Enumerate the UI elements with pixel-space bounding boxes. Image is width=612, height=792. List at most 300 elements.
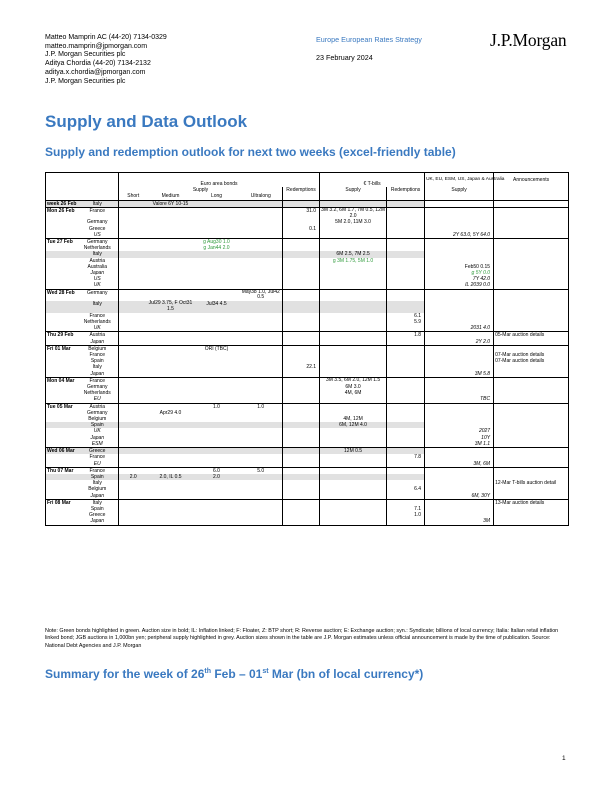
cell-country: Germany — [77, 239, 119, 246]
cell-date: Mon 26 Feb — [46, 207, 77, 219]
cell-tb-red — [387, 207, 425, 219]
author-block — [45, 34, 167, 86]
cell-short — [119, 282, 148, 289]
cell-red — [283, 403, 320, 410]
cell-red — [283, 371, 320, 378]
cell-tb-red — [387, 325, 425, 332]
author1-line: Matteo Mamprin AC (44-20) 7134-0329 — [45, 34, 167, 41]
cell-country: France — [89, 312, 106, 319]
cell-country: France — [89, 454, 106, 461]
cell-tb-red — [387, 467, 425, 474]
cell-country: Germany — [86, 219, 108, 226]
cell-long — [194, 396, 240, 403]
cell-tb-supply — [320, 403, 387, 410]
report-date: 23 February 2024 — [316, 53, 373, 62]
cell-long: g Jan44 2.0 — [203, 245, 230, 252]
cell-ultralong — [240, 239, 283, 246]
cell-ukeu: Feb50 0.15 — [425, 264, 494, 270]
table-row — [46, 448, 569, 455]
cell-ukeu — [425, 301, 494, 313]
cell-tb-supply: 12M 0.5 — [320, 448, 387, 455]
table-row — [46, 377, 569, 384]
table-row — [46, 325, 569, 332]
cell-country: Japan — [90, 492, 105, 499]
summary-suffix: Mar (bn of local currency*) — [268, 667, 424, 681]
cell-tb-supply: g 3M 1.75, 5M 1.0 — [320, 258, 387, 264]
cell-ukeu — [425, 289, 494, 301]
cell-long — [194, 200, 240, 207]
cell-country: Netherlands — [83, 319, 111, 326]
cell-country: Japan — [77, 518, 119, 525]
cell-short — [119, 493, 148, 500]
cell-ann — [494, 493, 569, 500]
cell-ann — [494, 207, 569, 219]
page-title: Supply and Data Outlook — [45, 112, 248, 131]
cell-date — [46, 325, 77, 332]
cell-ann — [494, 518, 569, 525]
cell-date — [46, 461, 77, 468]
cell-long — [194, 518, 240, 525]
cell-country: Austria — [89, 257, 106, 264]
cell-tb-supply: 5M 2.0, 11M 3.0 — [320, 219, 387, 225]
cell-country: Germany — [86, 384, 108, 391]
cell-medium — [148, 396, 194, 403]
cell-country: EU — [93, 460, 101, 467]
cell-country: Austria — [77, 332, 119, 339]
cell-date: Fri 01 Mar — [46, 345, 77, 352]
cell-ukeu — [425, 239, 494, 246]
cell-ukeu — [425, 332, 494, 339]
cell-country: US — [93, 231, 101, 238]
summary-mid: Feb – 01 — [211, 667, 263, 681]
cell-date — [46, 493, 77, 500]
cell-ann: 07-Mar auction details — [494, 352, 569, 358]
header-euro-area: Euro area bonds — [119, 173, 320, 188]
cell-red — [283, 461, 320, 468]
cell-ukeu: 2031 4.0 — [425, 325, 494, 332]
cell-country: Greece — [89, 225, 106, 232]
cell-short — [119, 499, 148, 506]
cell-red — [283, 377, 320, 384]
cell-ultralong: 1.0 — [240, 403, 283, 410]
cell-tb-red — [387, 518, 425, 525]
cell-country: Japan — [90, 370, 105, 377]
cell-ann: 13-Mar auction details — [494, 499, 569, 506]
cell-tb-red — [387, 200, 425, 207]
cell-ukeu: TBC — [425, 396, 494, 403]
cell-medium — [148, 232, 194, 239]
cell-country: US — [93, 276, 101, 283]
summary-sup2: st — [262, 668, 269, 675]
cell-short — [119, 396, 148, 403]
cell-tb-red — [387, 461, 425, 468]
cell-medium — [148, 461, 194, 468]
cell-long — [194, 332, 240, 339]
cell-medium — [148, 499, 194, 506]
cell-long — [194, 448, 240, 455]
cell-date: Thu 29 Feb — [46, 332, 77, 339]
cell-red — [283, 289, 320, 301]
cell-tb-supply — [320, 289, 387, 301]
cell-tb-supply — [320, 518, 387, 525]
cell-long — [194, 371, 240, 378]
cell-country: Japan — [90, 270, 105, 277]
cell-red — [283, 441, 320, 448]
cell-medium — [148, 448, 194, 455]
cell-country: Belgium — [77, 345, 119, 352]
summary-prefix: Summary for the week of 26 — [45, 667, 205, 681]
cell-tb-red: 6.1 — [387, 313, 425, 319]
cell-ukeu — [425, 200, 494, 207]
cell-country: Austria — [77, 403, 119, 410]
cell-tb-supply — [320, 332, 387, 339]
header-short: Short — [119, 193, 148, 200]
cell-short — [119, 371, 148, 378]
cell-country: France — [77, 207, 119, 219]
cell-ultralong — [240, 339, 283, 346]
cell-date — [46, 441, 77, 448]
cell-tb-red — [387, 499, 425, 506]
cell-ann — [494, 301, 569, 313]
cell-ultralong — [240, 301, 283, 313]
cell-country: UK — [93, 325, 101, 332]
cell-ultralong — [240, 200, 283, 207]
cell-short — [119, 332, 148, 339]
cell-ultralong: 5.0 — [240, 467, 283, 474]
cell-date — [46, 396, 77, 403]
cell-date: Thu 07 Mar — [46, 467, 77, 474]
cell-tb-supply — [320, 339, 387, 346]
cell-medium — [148, 339, 194, 346]
cell-medium — [148, 377, 194, 384]
table-row — [46, 207, 569, 219]
cell-date: Fri 08 Mar — [46, 499, 77, 506]
cell-country: Greece — [77, 448, 119, 455]
cell-country: Italy — [92, 364, 102, 371]
cell-long — [194, 207, 240, 219]
cell-red — [283, 448, 320, 455]
cell-short — [119, 467, 148, 474]
cell-long — [194, 325, 240, 332]
cell-tb-supply: 4M, 6M — [320, 390, 387, 396]
cell-tb-red — [387, 339, 425, 346]
cell-long — [194, 461, 240, 468]
cell-ultralong — [240, 377, 283, 384]
cell-date: Wed 28 Feb — [46, 289, 77, 301]
cell-medium — [148, 325, 194, 332]
table-row — [46, 332, 569, 339]
cell-long: 6.0 — [194, 467, 240, 474]
cell-country: France — [77, 377, 119, 384]
cell-ukeu: 2027 — [425, 428, 494, 434]
header-long: Long — [194, 193, 240, 200]
cell-tb-red — [387, 289, 425, 301]
header-tbills-redemptions: Redemptions — [387, 187, 425, 193]
supply-table-body — [46, 200, 569, 525]
cell-short — [119, 289, 148, 301]
cell-country: Netherlands — [83, 390, 111, 397]
cell-ukeu — [425, 345, 494, 352]
cell-tb-supply — [320, 467, 387, 474]
cell-date: Wed 06 Mar — [47, 448, 75, 455]
cell-ukeu: 6M, 30Y — [425, 493, 494, 500]
cell-date — [46, 371, 77, 378]
cell-country: Spain — [90, 358, 104, 365]
cell-red — [283, 301, 320, 313]
cell-tb-supply — [320, 396, 387, 403]
table-row — [46, 467, 569, 474]
cell-long — [194, 339, 240, 346]
cell-tb-supply — [320, 345, 387, 352]
cell-ann — [494, 345, 569, 352]
cell-date: Mon 04 Mar — [47, 377, 75, 384]
cell-ultralong — [240, 345, 283, 352]
cell-medium: 2.0, IL 0.5 — [148, 474, 194, 480]
table-row — [46, 403, 569, 410]
cell-tb-red: 6.4 — [387, 486, 425, 492]
cell-country: Spain — [77, 474, 119, 480]
cell-ann: 05-Mar auction details — [494, 332, 569, 339]
cell-tb-red — [387, 232, 425, 239]
cell-ukeu: 2Y 2.0 — [425, 339, 494, 346]
table-row — [46, 441, 569, 448]
header-announcements: Announcements — [494, 173, 569, 188]
cell-medium — [148, 403, 194, 410]
cell-ultralong: May38 1.0, Jul42 0.5 — [240, 289, 283, 301]
cell-country: UK — [93, 282, 101, 289]
cell-tb-supply: 6M 3.0 — [320, 384, 387, 390]
cell-date — [46, 518, 77, 525]
cell-country: Greece — [89, 512, 106, 519]
cell-tb-supply — [320, 441, 387, 448]
cell-short — [119, 403, 148, 410]
cell-short — [119, 200, 148, 207]
cell-date — [46, 339, 77, 346]
cell-medium — [148, 345, 194, 352]
cell-tb-supply — [320, 461, 387, 468]
cell-tb-red — [387, 301, 425, 313]
cell-medium — [148, 441, 194, 448]
cell-red — [283, 493, 320, 500]
header-euro-tbills: € T-bills — [320, 173, 425, 188]
cell-ultralong — [240, 325, 283, 332]
table-row — [46, 289, 569, 301]
cell-medium — [148, 467, 194, 474]
table-footnote: Note: Green bonds highlighted in green. Auction size in bold; IL: Inflation linked; F: Floater, Z: BTP short; R: Reverse auction; E: Exchange auction; syn.: Syndicate; billions of local currency; Italia: Italian retail inflation linked bond; JGB auctions in 1,000bn yen; peripheral supply highlighted in grey. Auction sizes shown in the table are J.P. Morgan estimates unless official announcement is made by the time of publication. Source: National Debt Agencies and J.P. Morgan — [45, 628, 559, 649]
section-subtitle: Supply and redemption outlook for next two weeks (excel-friendly table) — [45, 145, 456, 159]
cell-ukeu: 10Y — [425, 435, 494, 441]
cell-ann — [494, 282, 569, 289]
cell-country: Spain — [77, 422, 119, 428]
cell-tb-red: 7.8 — [387, 454, 425, 460]
cell-tb-red — [387, 345, 425, 352]
cell-red — [283, 396, 320, 403]
cell-tb-red: 5.9 — [387, 319, 425, 325]
cell-short: 2.0 — [119, 474, 148, 480]
cell-long — [194, 377, 240, 384]
cell-ultralong — [240, 461, 283, 468]
cell-red — [283, 518, 320, 525]
cell-long — [194, 232, 240, 239]
cell-country: ESM — [91, 440, 103, 447]
cell-long — [194, 499, 240, 506]
header-bonds-redemptions: Redemptions — [283, 187, 320, 193]
cell-ultralong — [240, 396, 283, 403]
cell-ann — [494, 461, 569, 468]
cell-long — [194, 441, 240, 448]
cell-ukeu: 3M, 6M — [425, 461, 494, 468]
jpmorgan-logo: J.P.Morgan — [490, 30, 567, 50]
cell-medium — [148, 282, 194, 289]
header-uk-group: UK, EU, ESM, US, Japan & Australia — [425, 173, 494, 188]
cell-red — [283, 200, 320, 207]
cell-country: Belgium — [88, 486, 107, 493]
table-row — [46, 499, 569, 506]
cell-red — [283, 345, 320, 352]
cell-ann — [494, 448, 569, 455]
cell-country: Italy — [77, 251, 119, 257]
cell-ultralong — [240, 499, 283, 506]
cell-tb-supply — [320, 239, 387, 246]
cell-tb-red — [387, 396, 425, 403]
cell-ukeu: IL 2039 0.0 — [425, 282, 494, 289]
cell-tb-red — [387, 493, 425, 500]
table-row — [46, 345, 569, 352]
cell-red: 31.0 — [283, 207, 320, 219]
table-row — [46, 371, 569, 378]
cell-tb-red — [387, 403, 425, 410]
cell-medium: Jul29 3.75, F Oct31 1.5 — [148, 300, 193, 313]
cell-tb-red — [387, 441, 425, 448]
table-row — [46, 339, 569, 346]
page-number: 1 — [562, 755, 566, 762]
strategy-label: Europe European Rates Strategy — [316, 35, 422, 44]
cell-country: Belgium — [88, 416, 107, 423]
cell-ultralong — [240, 371, 283, 378]
cell-tb-red — [387, 448, 425, 455]
cell-long: 2.0 — [194, 474, 240, 480]
table-row — [46, 282, 569, 289]
cell-country: Netherlands — [83, 245, 111, 252]
cell-long: ORI (TBC) — [194, 345, 240, 352]
cell-country: France — [89, 352, 106, 359]
cell-date: Tue 27 Feb — [46, 239, 77, 246]
cell-red: 0.1 — [283, 226, 320, 232]
cell-tb-red: 1.8 — [387, 332, 425, 339]
table-row — [46, 239, 569, 246]
cell-short — [119, 301, 148, 313]
cell-long: Jul34 4.5 — [194, 301, 240, 313]
cell-tb-red — [387, 377, 425, 384]
cell-ultralong — [240, 493, 283, 500]
cell-red — [283, 239, 320, 246]
cell-short — [119, 339, 148, 346]
cell-red — [283, 499, 320, 506]
summary-sup1: th — [204, 668, 211, 675]
cell-short — [119, 448, 148, 455]
header-blank — [46, 173, 119, 188]
cell-ultralong — [240, 448, 283, 455]
cell-ukeu: 3M — [425, 518, 494, 525]
cell-ukeu — [425, 467, 494, 474]
cell-ann — [494, 441, 569, 448]
cell-medium: Valore 6Y 10-15 — [148, 200, 194, 207]
cell-ukeu: 3M 1.1 — [425, 441, 494, 448]
cell-ann — [494, 467, 569, 474]
author1-email[interactable]: matteo.mamprin@jpmorgan.com — [45, 42, 148, 50]
cell-date: Tue 05 Mar — [46, 403, 77, 410]
cell-tb-supply — [320, 232, 387, 239]
table-row — [46, 396, 569, 403]
author2-email[interactable]: aditya.x.chordia@jpmorgan.com — [45, 68, 146, 76]
cell-country: Italy — [77, 499, 119, 506]
cell-long: 1.0 — [194, 403, 240, 410]
cell-ukeu — [425, 499, 494, 506]
table-row — [46, 232, 569, 239]
cell-short — [119, 325, 148, 332]
report-meta — [316, 35, 422, 62]
cell-ann — [494, 325, 569, 332]
cell-ann — [494, 289, 569, 301]
cell-ukeu: 3M 5.8 — [425, 371, 494, 378]
cell-ultralong — [240, 332, 283, 339]
cell-ann — [494, 232, 569, 239]
cell-ann — [494, 371, 569, 378]
cell-country: Australia — [87, 263, 107, 270]
cell-tb-supply: 3M 3.5, 6M 2.0, 12M 1.5 — [320, 377, 387, 384]
cell-country: EU — [93, 396, 101, 403]
table-row — [46, 493, 569, 500]
cell-ukeu — [425, 448, 494, 455]
header-tbills-supply: Supply — [320, 187, 387, 193]
cell-red: 22.1 — [283, 364, 320, 370]
cell-tb-supply — [320, 301, 387, 313]
cell-country: Japan — [90, 434, 105, 441]
cell-tb-supply — [320, 499, 387, 506]
cell-red — [283, 339, 320, 346]
cell-ann — [494, 396, 569, 403]
cell-ultralong — [240, 232, 283, 239]
cell-country: UK — [93, 428, 101, 435]
cell-red — [283, 332, 320, 339]
cell-medium: Apr29 4.0 — [159, 409, 182, 416]
cell-tb-supply — [320, 325, 387, 332]
cell-ultralong — [240, 207, 283, 219]
cell-ukeu — [425, 403, 494, 410]
cell-country: Japan — [90, 338, 105, 345]
cell-long: g Aug30 1.0 — [194, 239, 240, 246]
cell-short — [119, 461, 148, 468]
cell-country: Italy — [77, 301, 119, 313]
cell-tb-supply: 4M, 12M — [320, 416, 387, 422]
cell-date: week 26 Feb — [47, 200, 77, 207]
cell-long — [194, 282, 240, 289]
header-bonds-supply: Supply — [119, 187, 283, 193]
cell-country: France — [77, 467, 119, 474]
cell-short — [119, 207, 148, 219]
cell-short — [119, 345, 148, 352]
table-row — [46, 461, 569, 468]
cell-ukeu — [425, 207, 494, 219]
author2-firm: J.P. Morgan Securities plc — [45, 77, 126, 85]
cell-long — [194, 493, 240, 500]
header-medium: Medium — [148, 193, 194, 200]
cell-date — [46, 282, 77, 289]
cell-medium — [148, 518, 194, 525]
cell-ann — [494, 377, 569, 384]
summary-heading — [45, 667, 423, 681]
cell-country: Germany — [86, 409, 108, 416]
